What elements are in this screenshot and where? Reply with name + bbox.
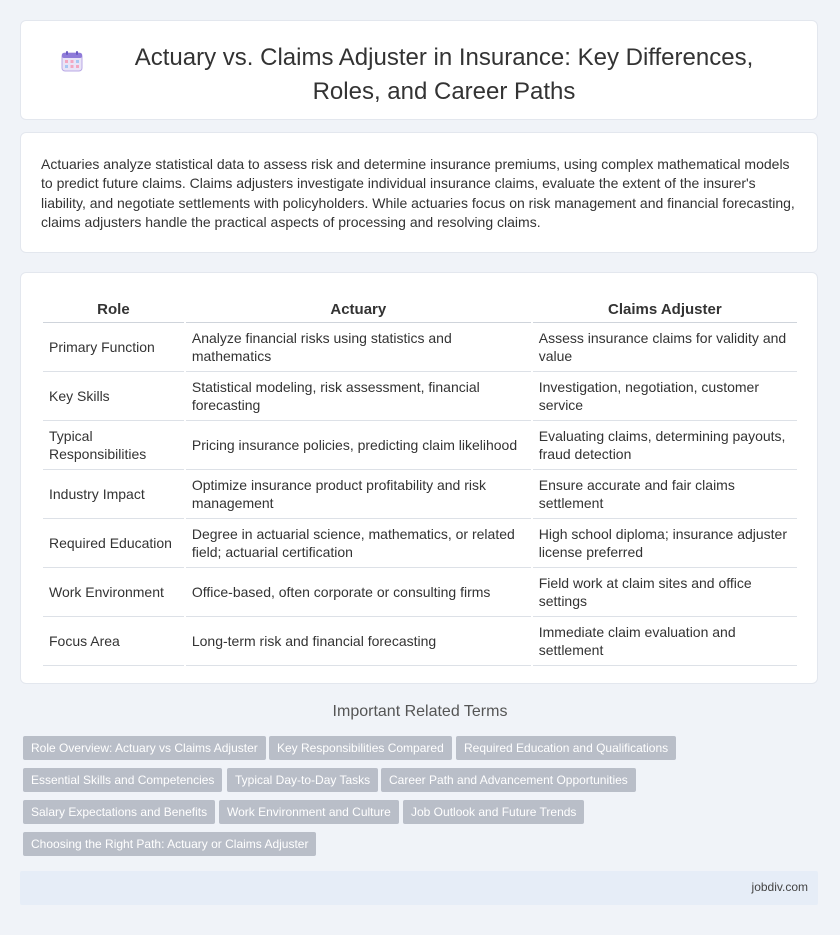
actuary-cell: Statistical modeling, risk assessment, financial forecasting <box>186 372 531 421</box>
table-row <box>43 519 797 568</box>
related-terms-heading: Important Related Terms <box>332 703 508 720</box>
table-row <box>43 470 797 519</box>
row-label: Work Environment <box>43 568 184 617</box>
row-label: Typical Responsibilities <box>43 421 184 470</box>
claims-adjuster-cell: Ensure accurate and fair claims settlement <box>533 470 797 519</box>
intro-card <box>20 132 818 253</box>
row-label: Key Skills <box>43 372 184 421</box>
intro-paragraph: Actuaries analyze statistical data to assess risk and determine insurance premiums, using complex mathematical models to predict future claims. Claims adjusters investigate individual insurance claims, evaluate the extent of the insurer's liability, and negotiate settlements with policyholders. While actuaries focus on risk management and financial forecasting, claims adjusters handle the practical aspects of processing and resolving claims. <box>41 156 795 231</box>
related-term-tag[interactable]: Required Education and Qualifications <box>456 736 676 760</box>
footer <box>20 871 818 905</box>
table-row <box>43 323 797 372</box>
actuary-cell: Office-based, often corporate or consulting firms <box>186 568 531 617</box>
table-header-row <box>43 293 797 323</box>
actuary-cell: Optimize insurance product profitability and risk management <box>186 470 531 519</box>
actuary-cell: Pricing insurance policies, predicting claim likelihood <box>186 421 531 470</box>
actuary-cell: Degree in actuarial science, mathematics, or related field; actuarial certification <box>186 519 531 568</box>
related-term-tag[interactable]: Job Outlook and Future Trends <box>403 800 584 824</box>
related-term-tag[interactable]: Choosing the Right Path: Actuary or Claims Adjuster <box>23 832 316 856</box>
actuary-cell: Long-term risk and financial forecasting <box>186 617 531 666</box>
comparison-card <box>20 272 818 684</box>
column-header-actuary: Actuary <box>186 293 531 323</box>
column-header-claims-adjuster: Claims Adjuster <box>533 293 797 323</box>
related-term-tag[interactable]: Typical Day-to-Day Tasks <box>227 768 378 792</box>
row-label: Focus Area <box>43 617 184 666</box>
footer-site-link[interactable]: jobdiv.com <box>751 880 808 894</box>
table-row <box>43 421 797 470</box>
row-label: Primary Function <box>43 323 184 372</box>
calendar-icon <box>61 50 83 72</box>
claims-adjuster-cell: Immediate claim evaluation and settlement <box>533 617 797 666</box>
claims-adjuster-cell: Assess insurance claims for validity and value <box>533 323 797 372</box>
table-row <box>43 617 797 666</box>
related-term-tag[interactable]: Work Environment and Culture <box>219 800 399 824</box>
related-term-tag[interactable]: Key Responsibilities Compared <box>269 736 452 760</box>
related-term-tag[interactable]: Essential Skills and Competencies <box>23 768 222 792</box>
claims-adjuster-cell: Investigation, negotiation, customer service <box>533 372 797 421</box>
column-header-role: Role <box>43 293 184 323</box>
related-term-tag[interactable]: Career Path and Advancement Opportunities <box>381 768 636 792</box>
claims-adjuster-cell: High school diploma; insurance adjuster license preferred <box>533 519 797 568</box>
table-row <box>43 372 797 421</box>
related-term-tag[interactable]: Salary Expectations and Benefits <box>23 800 215 824</box>
page-title: Actuary vs. Claims Adjuster in Insurance: Key Differences, Roles, and Career Paths <box>134 44 754 105</box>
title-card <box>20 20 818 120</box>
claims-adjuster-cell: Evaluating claims, determining payouts, fraud detection <box>533 421 797 470</box>
claims-adjuster-cell: Field work at claim sites and office settings <box>533 568 797 617</box>
row-label: Required Education <box>43 519 184 568</box>
related-term-tag[interactable]: Role Overview: Actuary vs Claims Adjuster <box>23 736 266 760</box>
comparison-table <box>41 293 799 666</box>
actuary-cell: Analyze financial risks using statistics and mathematics <box>186 323 531 372</box>
table-row <box>43 568 797 617</box>
row-label: Industry Impact <box>43 470 184 519</box>
